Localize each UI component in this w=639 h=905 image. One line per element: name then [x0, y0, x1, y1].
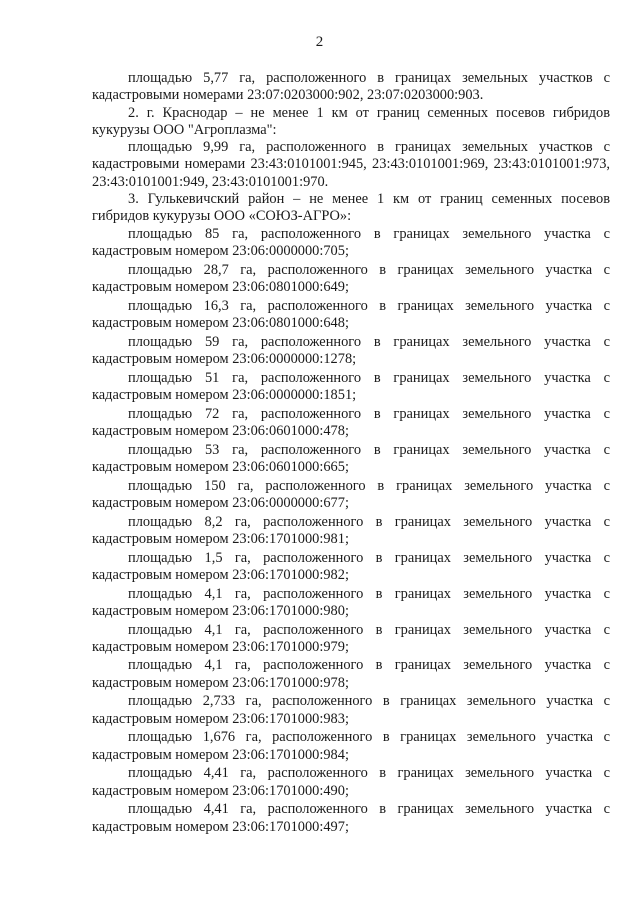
entry-area-line: площадью 16,3 га, расположенного в границах земельного участка с	[128, 297, 610, 314]
list-item	[92, 478, 610, 513]
entry-area-line: площадью 59 га, расположенного в границах земельного участка с	[128, 333, 610, 350]
list-item	[92, 370, 610, 405]
list-item	[92, 226, 610, 261]
list-item	[92, 262, 610, 297]
entry-cadastral-line: кадастровым номером 23:06:0000000:1278;	[92, 350, 357, 367]
entry-area-line: площадью 4,1 га, расположенного в границах земельного участка с	[128, 585, 610, 602]
entry-cadastral-line: кадастровым номером 23:06:0801000:648;	[92, 314, 349, 331]
entry-cadastral-line: кадастровым номером 23:06:1701000:982;	[92, 566, 349, 583]
intro-paragraph: площадью 5,77 га, расположенного в границах земельных участков с кадастровыми номерами 23:07:0203000:902, 23:07:0203000:903.	[92, 70, 610, 104]
entry-area-line: площадью 51 га, расположенного в границах земельного участка с	[128, 369, 610, 386]
list-item	[92, 801, 610, 836]
entry-cadastral-line: кадастровым номером 23:06:0801000:649;	[92, 278, 349, 295]
list-item	[92, 406, 610, 441]
list-item	[92, 586, 610, 621]
entry-cadastral-line: кадастровым номером 23:06:1701000:490;	[92, 782, 349, 799]
entry-cadastral-line: кадастровым номером 23:06:0000000:1851;	[92, 386, 357, 403]
entry-area-line: площадью 2,733 га, расположенного в границах земельного участка с	[128, 693, 610, 710]
entry-cadastral-line: кадастровым номером 23:06:1701000:497;	[92, 818, 349, 835]
list-item	[92, 622, 610, 657]
entry-area-line: площадью 4,1 га, расположенного в границах земельного участка с	[128, 657, 610, 674]
section-2-heading: 2. г. Краснодар – не менее 1 км от границ семенных посевов гибридов кукурузы ООО "Агроплазма":	[92, 104, 610, 138]
list-item	[92, 765, 610, 800]
entry-cadastral-line: кадастровым номером 23:06:0601000:665;	[92, 458, 349, 475]
entry-area-line: площадью 8,2 га, расположенного в границах земельного участка с	[128, 513, 610, 530]
entry-area-line: площадью 85 га, расположенного в границах земельного участка с	[128, 225, 610, 242]
entry-cadastral-line: кадастровым номером 23:06:1701000:978;	[92, 674, 349, 691]
entry-cadastral-line: кадастровым номером 23:06:0000000:705;	[92, 242, 349, 259]
list-item	[92, 514, 610, 549]
entry-cadastral-line: кадастровым номером 23:06:1701000:980;	[92, 602, 349, 619]
entry-area-line: площадью 4,41 га, расположенного в границах земельного участка с	[128, 801, 610, 818]
entry-area-line: площадью 53 га, расположенного в границах земельного участка с	[128, 441, 610, 458]
entry-area-line: площадью 4,1 га, расположенного в границах земельного участка с	[128, 621, 610, 638]
list-item	[92, 550, 610, 585]
entry-cadastral-line: кадастровым номером 23:06:1701000:981;	[92, 530, 349, 547]
list-item	[92, 442, 610, 477]
entry-area-line: площадью 1,5 га, расположенного в границах земельного участка с	[128, 549, 610, 566]
page-number: 2	[315, 34, 324, 50]
list-item	[92, 334, 610, 369]
entry-cadastral-line: кадастровым номером 23:06:0000000:677;	[92, 494, 349, 511]
entry-area-line: площадью 28,7 га, расположенного в границах земельного участка с	[128, 261, 610, 278]
entry-area-line: площадью 1,676 га, расположенного в границах земельного участка с	[128, 729, 610, 746]
section-3-heading: 3. Гулькевичский район – не менее 1 км от границ семенных посевов гибридов кукурузы ООО «СОЮЗ-АГРО»:	[92, 191, 610, 225]
entry-cadastral-line: кадастровым номером 23:06:1701000:979;	[92, 638, 349, 655]
list-item	[92, 298, 610, 333]
section-2-text: площадью 9,99 га, расположенного в границах земельных участков с кадастровыми номерами 23:43:0101001:945, 23:43:0101001:969, 23:43:0101001:973, 23:43:0101001:949, 23:43:0101001:970.	[92, 139, 610, 190]
list-item	[92, 729, 610, 764]
entry-area-line: площадью 4,41 га, расположенного в границах земельного участка с	[128, 765, 610, 782]
list-item	[92, 657, 610, 692]
entry-cadastral-line: кадастровым номером 23:06:1701000:984;	[92, 746, 349, 763]
entry-cadastral-line: кадастровым номером 23:06:1701000:983;	[92, 710, 349, 727]
entry-area-line: площадью 72 га, расположенного в границах земельного участка с	[128, 405, 610, 422]
entry-cadastral-line: кадастровым номером 23:06:0601000:478;	[92, 422, 349, 439]
entry-area-line: площадью 150 га, расположенного в границах земельного участка с	[128, 477, 610, 494]
document-body	[92, 70, 610, 837]
section-3-entries	[92, 226, 610, 836]
list-item	[92, 693, 610, 728]
